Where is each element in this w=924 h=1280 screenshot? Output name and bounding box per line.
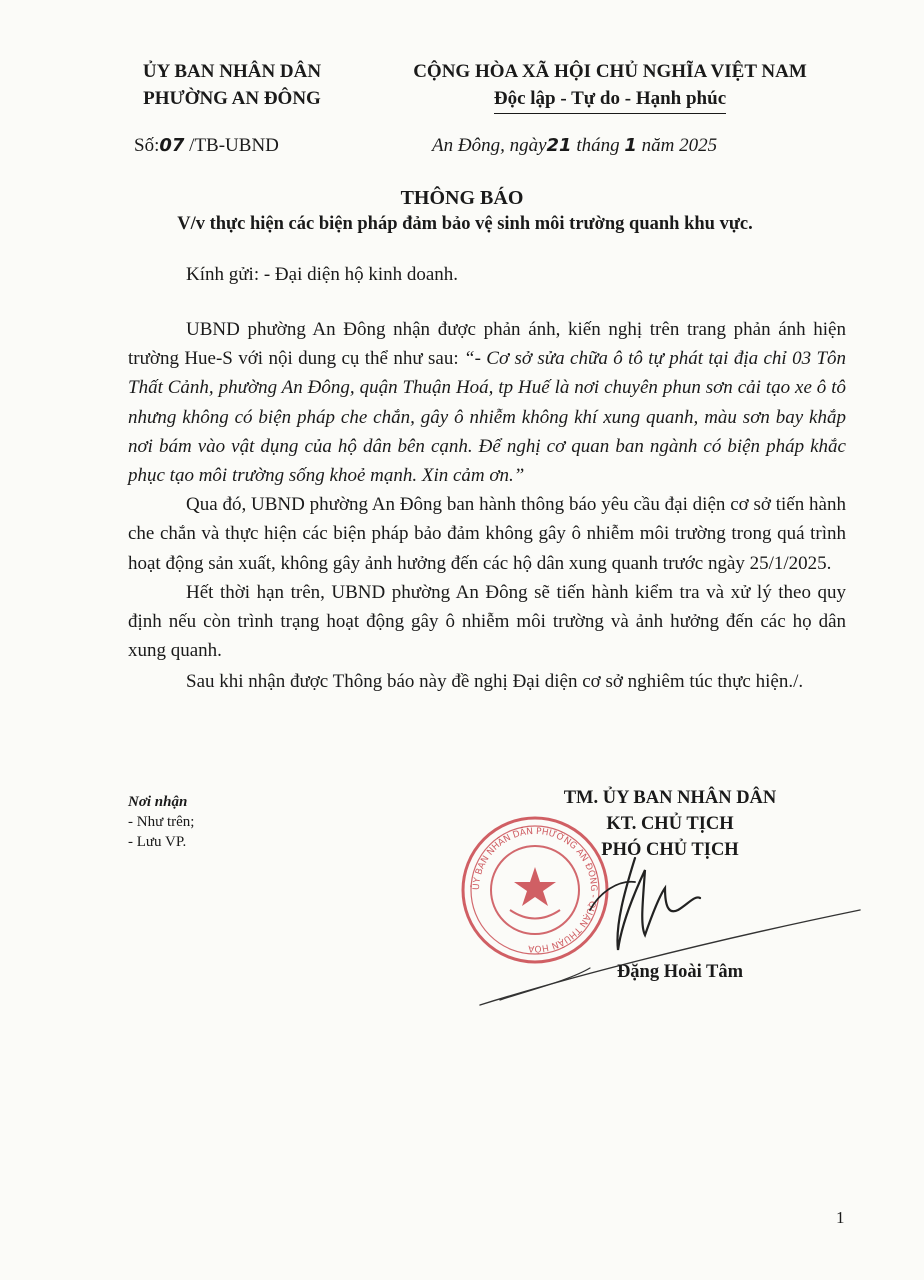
number-prefix: Số: (134, 135, 160, 156)
authority-line-1: ỦY BAN NHÂN DÂN (142, 61, 322, 82)
document-number (134, 135, 279, 157)
number-suffix: /TB-UBND (189, 135, 279, 156)
document-subject: V/v thực hiện các biện pháp đảm bảo vệ sinh môi trường quanh khu vực. (177, 214, 753, 234)
signature-line-3: PHÓ CHỦ TỊCH (601, 840, 739, 860)
recipients-item-1: - Như trên; (128, 814, 195, 830)
date-month: 1 (624, 135, 637, 156)
recipients-title: Nơi nhận (128, 794, 188, 810)
date-year: năm 2025 (641, 135, 718, 156)
authority-line-2: PHƯỜNG AN ĐÔNG (143, 88, 321, 109)
issuing-authority (112, 58, 352, 112)
seal-ring-text: ỦY BAN NHÂN DÂN PHƯỜNG AN ĐÔNG - QUẬN THUẬN HÓA (471, 826, 599, 954)
body-paragraph-1 (128, 315, 846, 490)
recipients-block (128, 792, 194, 852)
paragraph-1-intro: UBND phường An Đông nhận được phản ánh, kiến nghị trên trang phản ánh hiện trường Hue-S với nội dung cụ thể như sau: (128, 319, 846, 370)
recipients-item-2: - Lưu VP. (128, 834, 187, 850)
number-handwritten: 07 (159, 135, 185, 156)
date-place: An Đông, ngày (432, 135, 547, 156)
page-number: 1 (836, 1208, 845, 1227)
body-paragraph-4: Sau khi nhận được Thông báo này đề nghị Đại diện cơ sở nghiêm túc thực hiện./. (186, 671, 804, 693)
document-body (128, 315, 846, 698)
signature-line-2: KT. CHỦ TỊCH (606, 814, 734, 834)
issue-date (432, 135, 717, 157)
recipient-line: Kính gửi: - Đại diện hộ kinh doanh. (186, 264, 459, 285)
national-heading (360, 58, 860, 114)
national-motto: Độc lập - Tự do - Hạnh phúc (494, 85, 726, 114)
body-paragraph-3: Hết thời hạn trên, UBND phường An Đông sẽ tiến hành kiểm tra và xử lý theo quy định nếu còn trình trạng hoạt động gây ô nhiễm môi trường và ảnh hưởng đến các họ dân xung quanh. (128, 581, 846, 662)
nation-name: CỘNG HÒA XÃ HỘI CHỦ NGHĨA VIỆT NAM (413, 61, 807, 82)
signer-name: Đặng Hoài Tâm (616, 962, 744, 982)
body-paragraph-2: Qua đó, UBND phường An Đông ban hành thông báo yêu cầu đại diện cơ sở tiến hành che chắn và thực hiện các biện pháp bảo đảm không gây ô nhiễm môi trường trong quá trình hoạt động sản xuất, không gây ảnh hưởng đến các hộ dân xung quanh trước ngày 25/1/2025. (128, 494, 846, 574)
paragraph-1-quote: “- Cơ sở sửa chữa ô tô tự phát tại địa chỉ 03 Tôn Thất Cảnh, phường An Đông, quận Thuận Hoá, tp Huế là nơi chuyên phun sơn cải tạo xe ô tô nhưng không có biện pháp che chắn, gây ô nhiễm không khí xung quanh, màu sơn bay khắp nơi bám vào vật dụng của hộ dân bên cạnh. Để nghị cơ quan ban ngành có biện pháp khắc phục tạo môi trường sống khoẻ mạnh. Xin cảm ơn.” (128, 348, 847, 487)
date-month-label: tháng (576, 135, 620, 156)
date-day: 21 (546, 135, 572, 156)
signature-line-1: TM. ỦY BAN NHÂN DÂN (563, 788, 777, 808)
handwritten-signature-icon (440, 840, 880, 1020)
document-title: THÔNG BÁO (400, 187, 524, 209)
